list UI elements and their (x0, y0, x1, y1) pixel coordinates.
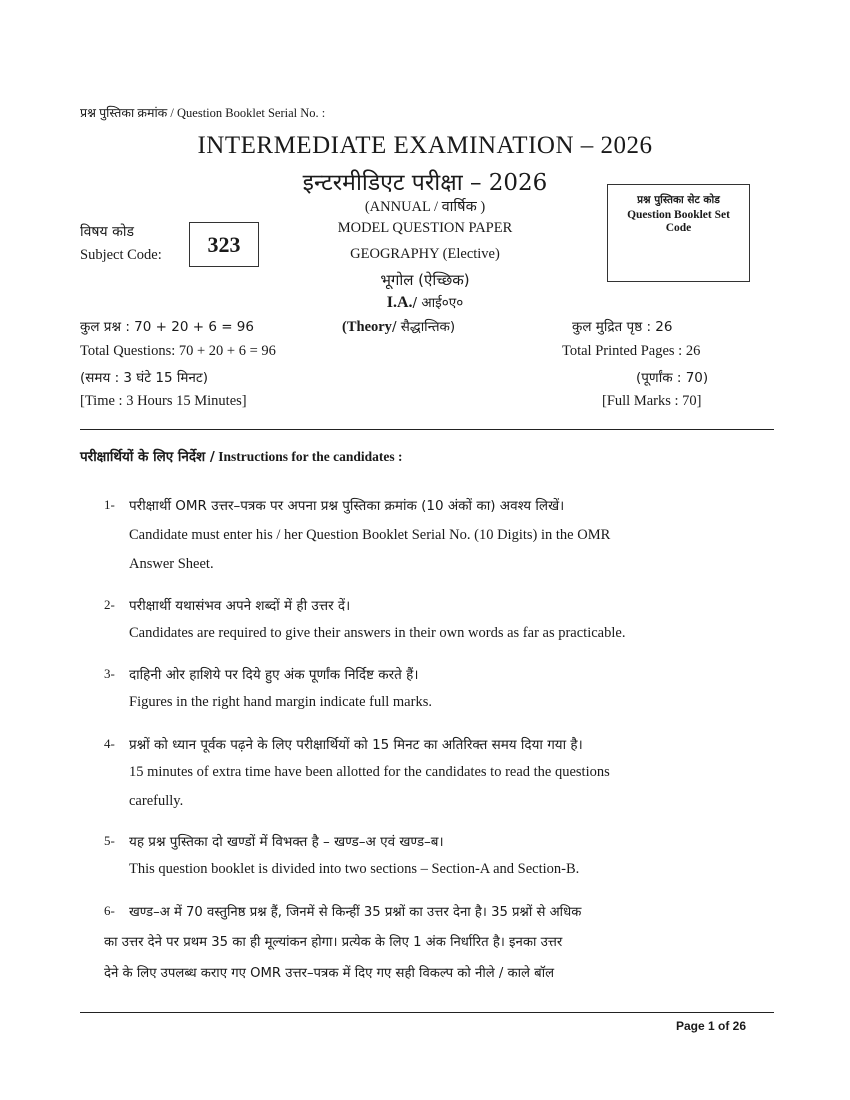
subject-name-hindi: भूगोल (ऐच्छिक) (380, 271, 470, 289)
instruction-text-english: Figures in the right hand margin indicate full marks. (129, 694, 432, 710)
instructions-heading-hindi: परीक्षार्थियों के लिए निर्देश / (80, 449, 215, 465)
stream-hi: / आई०ए० (412, 295, 464, 311)
instruction-text-english-cont: Answer Sheet. (129, 556, 214, 572)
subject-code-label-hindi: विषय कोड (80, 224, 134, 240)
instruction-text-english-cont: carefully. (129, 793, 184, 809)
instruction-text-hindi-cont: का उत्तर देने पर प्रथम 35 का ही मूल्यांकन होगा। प्रत्येक के लिए 1 अंक निर्धारित है। इनका उत्तर (104, 935, 563, 950)
theory-en: (Theory (342, 319, 392, 335)
exam-type: (ANNUAL / वार्षिक ) (364, 199, 486, 215)
time-hindi: (समय : 3 घंटे 15 मिनट) (80, 370, 208, 386)
full-marks: [Full Marks : 70] (602, 393, 702, 409)
total-questions-hindi: कुल प्रश्न : 70 + 20 + 6 = 96 (80, 319, 254, 335)
instruction-number: 3- (104, 666, 115, 681)
theory-label (342, 317, 455, 336)
instruction-number: 4- (104, 736, 115, 751)
booklet-serial-label: प्रश्न पुस्तिका क्रमांक / Question Booklet Serial No. : (80, 106, 326, 120)
instruction-text-hindi: खण्ड–अ में 70 वस्तुनिष्ठ प्रश्न हैं, जिनमें से किन्हीं 35 प्रश्नों का उत्तर देना है। 35 प्रश्नों से अधिक (129, 905, 582, 920)
instruction-text-english: 15 minutes of extra time have been allotted for the candidates to read the questions (129, 764, 610, 780)
header-divider (80, 429, 774, 430)
instruction-text-hindi: परीक्षार्थी यथासंभव अपने शब्दों में ही उत्तर दें। (129, 598, 351, 614)
set-code-box (607, 184, 750, 282)
instruction-number: 1- (104, 497, 115, 512)
instruction-text-hindi: दाहिनी ओर हाशिये पर दिये हुए अंक पूर्णांक निर्दिष्ट करते हैं। (129, 667, 419, 683)
total-printed-pages: Total Printed Pages : 26 (562, 343, 701, 359)
page-number: Page 1 of 26 (676, 1019, 747, 1033)
set-code-label: Question Booklet Set Code (627, 209, 730, 234)
instruction-number: 2- (104, 597, 115, 612)
exam-title-english: INTERMEDIATE EXAMINATION – 2026 (197, 132, 653, 159)
stream-en: I.A. (386, 294, 413, 311)
instruction-number: 5- (104, 833, 115, 848)
time-allowed: [Time : 3 Hours 15 Minutes] (80, 393, 247, 409)
instruction-text-english: Candidate must enter his / her Question Booklet Serial No. (10 Digits) in the OMR (129, 527, 611, 543)
instruction-text-hindi: परीक्षार्थी OMR उत्तर–पत्रक पर अपना प्रश्न पुस्तिका क्रमांक (10 अंकों का) अवश्य लिखें। (129, 498, 565, 514)
instruction-text-hindi: यह प्रश्न पुस्तिका दो खण्डों में विभक्त है – खण्ड–अ एवं खण्ड–ब। (129, 834, 444, 850)
instruction-text-hindi-cont2: देने के लिए उपलब्ध कराए गए OMR उत्तर–पत्रक में दिए गए सही विकल्प को नीले / काले बॉल (104, 966, 555, 981)
theory-hi: / सैद्धान्तिक) (391, 319, 456, 335)
exam-title-hindi: इन्टरमीडिएट परीक्षा – 2026 (302, 170, 548, 196)
instruction-text-english: This question booklet is divided into two sections – Section-A and Section-B. (129, 861, 580, 877)
total-questions: Total Questions: 70 + 20 + 6 = 96 (80, 343, 276, 359)
instruction-text-english: Candidates are required to give their answers in their own words as far as practicable. (129, 625, 626, 641)
footer-divider (80, 1012, 774, 1013)
subject-code-box: 323 (189, 222, 259, 267)
instructions-heading (80, 447, 403, 465)
printed-pages-hindi: कुल मुद्रित पृष्ठ : 26 (572, 319, 673, 335)
instruction-number: 6- (104, 903, 115, 918)
full-marks-hindi: (पूर्णांक : 70) (636, 370, 709, 386)
subject-code-label: Subject Code: (80, 247, 162, 263)
instructions-heading-english: Instructions for the candidates : (218, 449, 403, 464)
set-code-label-hindi: प्रश्न पुस्तिका सेट कोड (637, 194, 720, 206)
stream-label (0, 293, 850, 312)
model-paper-label: MODEL QUESTION PAPER (337, 220, 513, 236)
instruction-text-hindi: प्रश्नों को ध्यान पूर्वक पढ़ने के लिए परीक्षार्थियों को 15 मिनट का अतिरिक्त समय दिया गया है। (129, 737, 583, 753)
subject-name: GEOGRAPHY (Elective) (350, 246, 500, 262)
